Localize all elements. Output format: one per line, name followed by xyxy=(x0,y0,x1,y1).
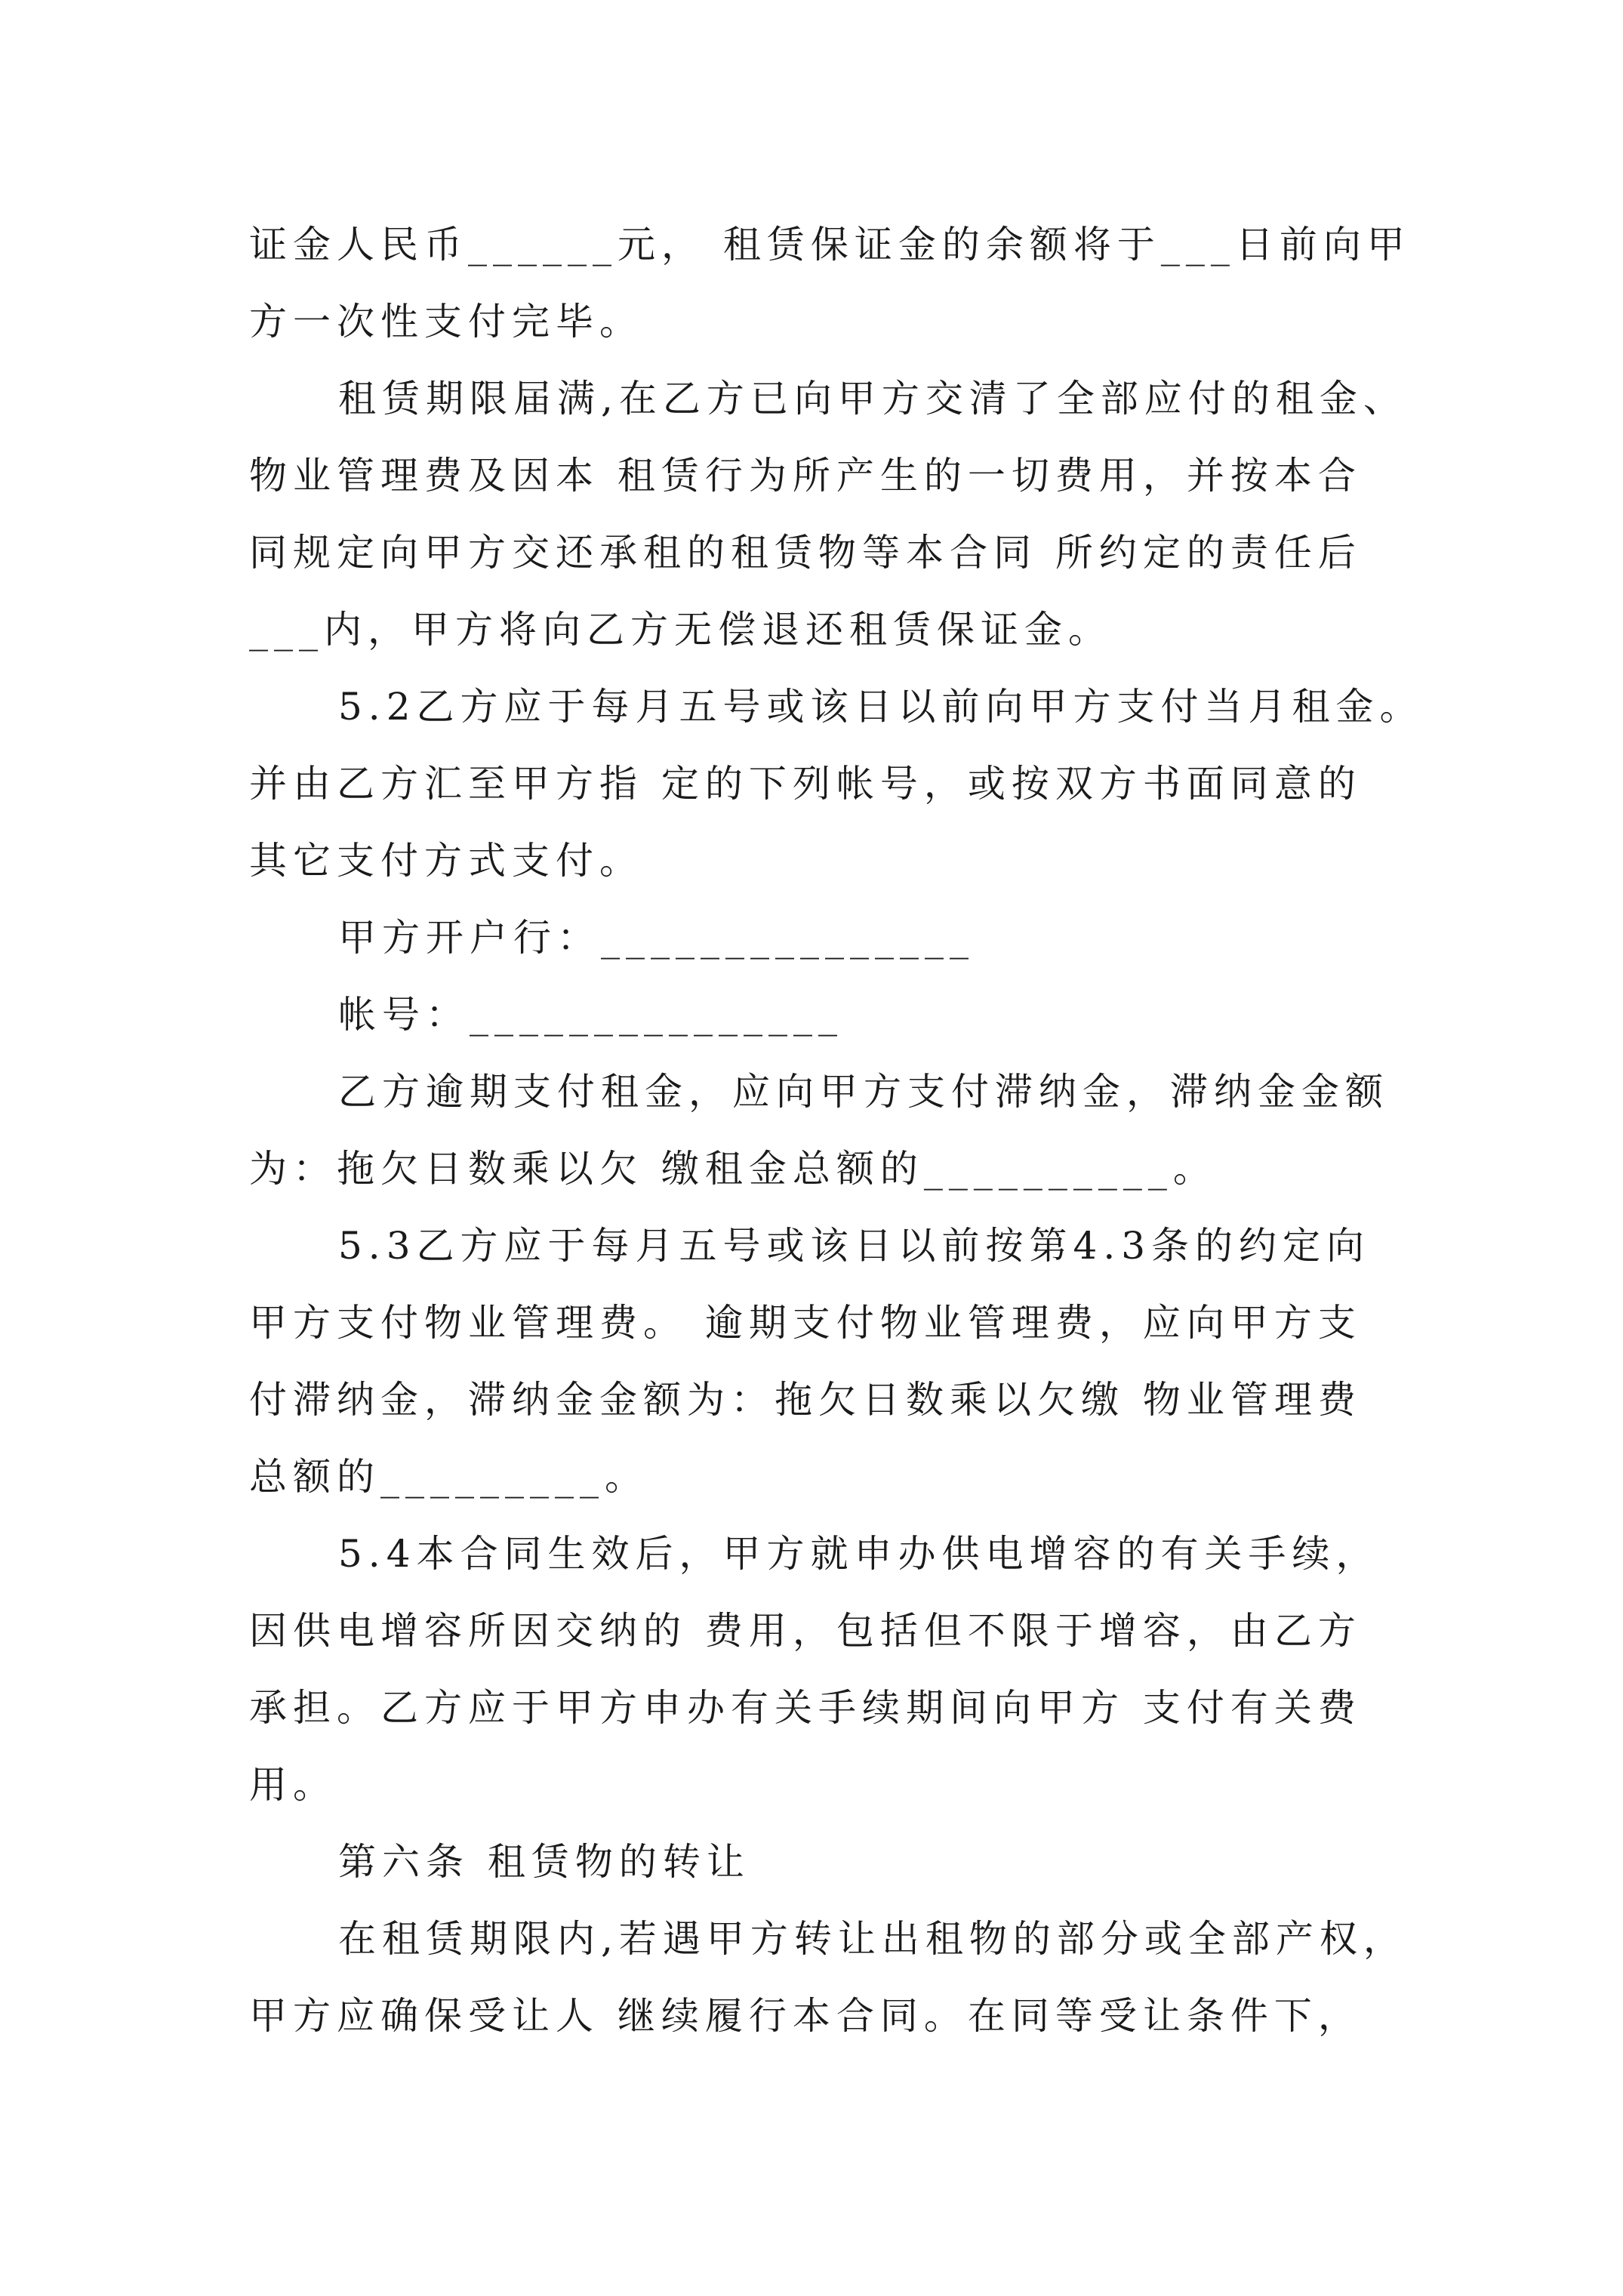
text-line: 乙方逾期支付租金，应向甲方支付滞纳金，滞纳金金额 xyxy=(338,1070,1389,1114)
text-line: 5.3乙方应于每月五号或该日以前按第4.3条的约定向 xyxy=(338,1224,1371,1268)
text-line: 在租赁期限内,若遇甲方转让出租物的部分或全部产权， xyxy=(338,1917,1407,1961)
text-line: 因供电增容所因交纳的 费用，包括但不限于增容，由乙方 xyxy=(249,1609,1362,1653)
text-line: 其它支付方式支付。 xyxy=(249,839,643,883)
text-line: 甲方支付物业管理费。 逾期支付物业管理费，应向甲方支 xyxy=(249,1301,1362,1345)
text-line: 证金人民币______元， 租赁保证金的余额将于___日前向甲 xyxy=(249,223,1411,267)
text-line: 物业管理费及因本 租赁行为所产生的一切费用，并按本合 xyxy=(249,454,1362,498)
section-heading: 第六条 租赁物的转让 xyxy=(338,1840,750,1884)
text-line: 同规定向甲方交还承租的租赁物等本合同 所约定的责任后 xyxy=(249,531,1362,575)
text-line: 5.4本合同生效后，甲方就申办供电增容的有关手续， xyxy=(338,1532,1380,1576)
text-line: 甲方开户行：_______________ xyxy=(338,916,975,960)
text-line: 方一次性支付完毕。 xyxy=(249,300,643,344)
text-line: 用。 xyxy=(249,1763,337,1807)
text-line: 总额的_________。 xyxy=(249,1455,648,1499)
text-line: 甲方应确保受让人 继续履行本合同。在同等受让条件下， xyxy=(249,1994,1362,2038)
text-line: 付滞纳金，滞纳金金额为：拖欠日数乘以欠缴 物业管理费 xyxy=(249,1378,1362,1422)
text-line: ___内，甲方将向乙方无偿退还租赁保证金。 xyxy=(249,608,1112,652)
text-line: 帐号：_______________ xyxy=(338,993,843,1037)
text-line: 承担。乙方应于甲方申办有关手续期间向甲方 支付有关费 xyxy=(249,1686,1362,1730)
text-line: 5.2乙方应于每月五号或该日以前向甲方支付当月租金。 xyxy=(338,685,1424,729)
text-line: 租赁期限届满,在乙方已向甲方交清了全部应付的租金、 xyxy=(338,377,1407,421)
text-line: 为：拖欠日数乘以欠 缴租金总额的__________。 xyxy=(249,1147,1217,1191)
text-line: 并由乙方汇至甲方指 定的下列帐号，或按双方书面同意的 xyxy=(249,762,1362,806)
